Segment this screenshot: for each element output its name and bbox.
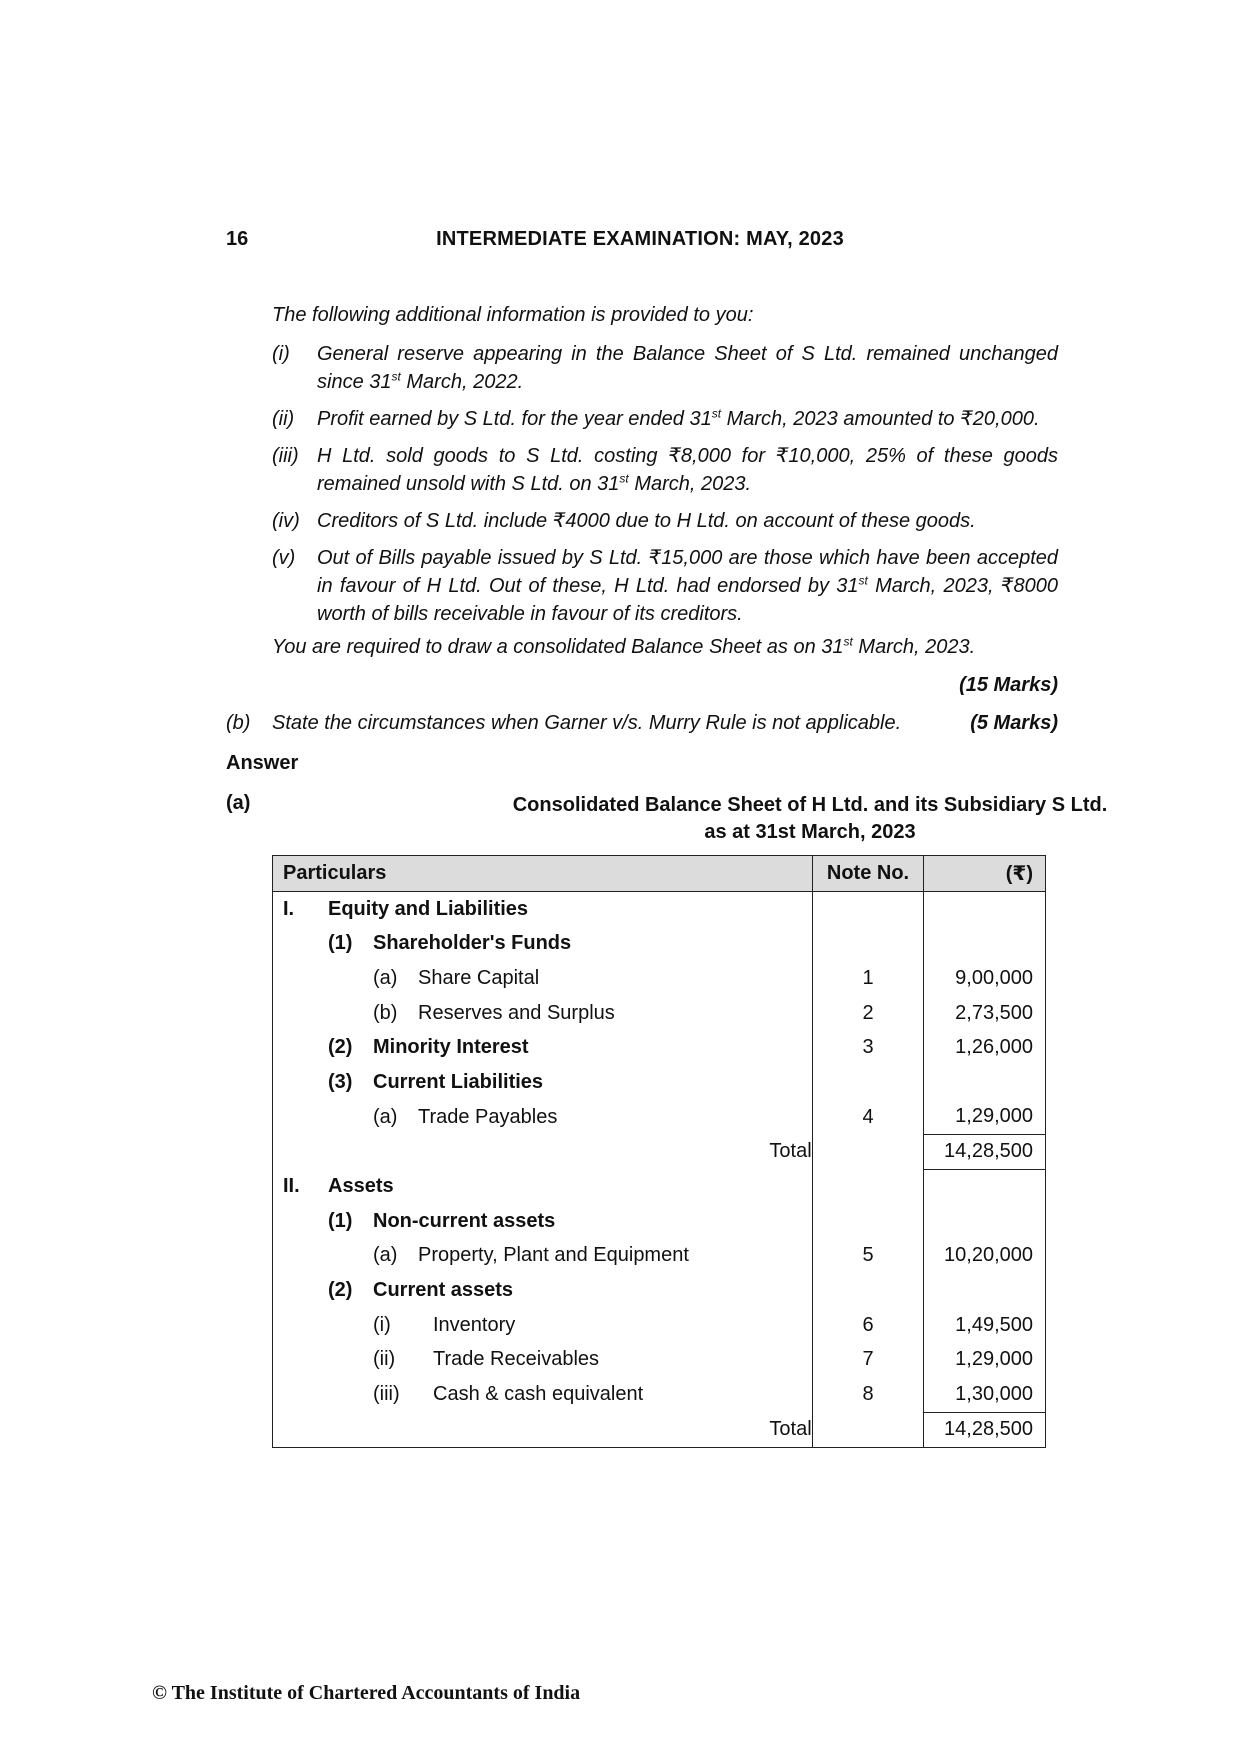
info-list-item xyxy=(272,507,1058,535)
row-amount: 1,29,000 xyxy=(924,1100,1046,1135)
row-label: Minority Interest xyxy=(373,1036,529,1059)
row-num: (a) xyxy=(373,1105,398,1128)
table-row xyxy=(273,891,1046,926)
table-row xyxy=(273,1100,1046,1135)
row-num: (2) xyxy=(328,1036,353,1059)
part-b-question: State the circumstances when Garner v/s. Murry Rule is not applicable. xyxy=(272,712,902,734)
row-num: (1) xyxy=(328,1209,353,1232)
info-item-number: (ii) xyxy=(272,408,295,430)
info-item-number: (iii) xyxy=(272,445,299,467)
info-list-item xyxy=(272,340,1058,396)
info-item-text-part: Out of Bills payable issued by S Ltd. ₹15,000 are those which have been accepted in favour of H Ltd. Out of these, H Ltd. had endorsed by 31 xyxy=(317,547,1058,597)
required-text: You are required to draw a consolidated Balance Sheet as on 31st March, 2023. xyxy=(272,634,976,658)
total-label: Total xyxy=(273,1412,813,1447)
row-amount: 9,00,000 xyxy=(924,961,1046,996)
table-title xyxy=(420,792,1200,846)
info-item-text xyxy=(317,507,1058,535)
column-header-note: Note No. xyxy=(812,856,924,892)
row-label: Inventory xyxy=(433,1313,516,1336)
info-item-text-part: March, 2022. xyxy=(400,371,524,393)
row-num: (a) xyxy=(373,1244,398,1267)
info-item-text-part: Creditors of S Ltd. include ₹4000 due to H Ltd. on account of these goods. xyxy=(317,510,976,532)
row-num: (2) xyxy=(328,1279,353,1302)
table-row xyxy=(273,1343,1046,1378)
info-item-text-part: Profit earned by S Ltd. for the year ended 31 xyxy=(317,408,712,430)
consolidated-balance-sheet xyxy=(272,855,1046,1448)
row-note: 3 xyxy=(812,1030,924,1065)
row-amount: 1,26,000 xyxy=(924,1030,1046,1065)
total-amount: 14,28,500 xyxy=(924,1135,1046,1170)
row-num: I. xyxy=(283,897,295,920)
info-list-item xyxy=(272,544,1058,628)
row-note: 8 xyxy=(812,1377,924,1412)
info-item-text-part: March, 2023, ₹8000 worth of bills receivable in favour of its creditors. xyxy=(317,575,1058,625)
info-item-text-part: March, 2023 amounted to ₹20,000. xyxy=(721,408,1040,430)
table-header-row xyxy=(273,856,1046,892)
page-number: 16 xyxy=(226,228,249,250)
row-label: Equity and Liabilities xyxy=(328,897,529,920)
row-num: (iii) xyxy=(373,1383,400,1406)
table-row xyxy=(273,1308,1046,1343)
info-item-text-part: General reserve appearing in the Balance Sheet of S Ltd. remained unchanged since 31 xyxy=(317,343,1058,393)
row-label: Non-current assets xyxy=(373,1209,556,1232)
row-num: (3) xyxy=(328,1070,353,1093)
row-num: (b) xyxy=(373,1001,398,1024)
table-title-line1: Consolidated Balance Sheet of H Ltd. and its Subsidiary S Ltd. xyxy=(512,794,1108,816)
info-list-item xyxy=(272,405,1058,433)
ordinal-suffix: st xyxy=(391,369,401,384)
table-row xyxy=(273,1239,1046,1274)
info-list-item xyxy=(272,442,1058,498)
row-label: Shareholder's Funds xyxy=(373,932,572,955)
table-row-total xyxy=(273,1412,1046,1447)
info-item-text-part: H Ltd. sold goods to S Ltd. costing ₹8,000 for ₹10,000, 25% of these goods remained unsold with S Ltd. on 31 xyxy=(317,445,1058,495)
total-label: Total xyxy=(273,1135,813,1170)
table-row xyxy=(273,1273,1046,1308)
table-row xyxy=(273,996,1046,1031)
row-label: Trade Receivables xyxy=(433,1348,600,1371)
row-num: II. xyxy=(283,1175,300,1198)
row-num: (ii) xyxy=(373,1348,396,1371)
answer-part-label: (a) xyxy=(226,792,251,814)
row-label: Share Capital xyxy=(418,966,540,989)
ordinal-suffix: st xyxy=(619,471,629,486)
answer-heading: Answer xyxy=(226,752,299,774)
row-amount: 1,49,500 xyxy=(924,1308,1046,1343)
row-num: (a) xyxy=(373,966,398,989)
row-label: Trade Payables xyxy=(418,1105,558,1128)
info-item-text xyxy=(317,340,1058,396)
row-label: Reserves and Surplus xyxy=(418,1001,615,1024)
info-list xyxy=(272,340,1058,637)
table-row-total xyxy=(273,1135,1046,1170)
row-label: Cash & cash equivalent xyxy=(433,1383,644,1406)
table-row xyxy=(273,1169,1046,1204)
footer-copyright: © The Institute of Chartered Accountants of India xyxy=(152,1682,581,1704)
table-row xyxy=(273,1377,1046,1412)
row-note: 6 xyxy=(812,1308,924,1343)
ordinal-suffix: st xyxy=(711,406,722,421)
row-amount: 2,73,500 xyxy=(924,996,1046,1031)
table-row xyxy=(273,1204,1046,1239)
row-label: Assets xyxy=(328,1175,394,1198)
info-item-number: (i) xyxy=(272,343,290,365)
info-item-text xyxy=(317,544,1058,628)
row-note: 2 xyxy=(812,996,924,1031)
row-num: (1) xyxy=(328,932,353,955)
marks-part-a: (15 Marks) xyxy=(959,674,1058,696)
row-amount: 1,29,000 xyxy=(924,1343,1046,1378)
row-num: (i) xyxy=(373,1313,391,1336)
row-label: Current Liabilities xyxy=(373,1070,544,1093)
part-b-label: (b) xyxy=(226,712,251,734)
info-item-number: (v) xyxy=(272,547,296,569)
marks-part-b: (5 Marks) xyxy=(970,712,1058,734)
info-item-number: (iv) xyxy=(272,510,300,532)
row-note: 1 xyxy=(812,961,924,996)
table-title-line2: as at 31st March, 2023 xyxy=(704,821,916,843)
info-item-text xyxy=(317,442,1058,498)
column-header-amount: (₹) xyxy=(924,856,1046,892)
table-row xyxy=(273,961,1046,996)
info-item-text-part: March, 2023. xyxy=(628,473,752,495)
row-note: 5 xyxy=(812,1239,924,1274)
table-row xyxy=(273,926,1046,961)
row-label: Current assets xyxy=(373,1279,514,1302)
row-note: 4 xyxy=(812,1100,924,1135)
column-header-particulars: Particulars xyxy=(273,856,813,892)
row-amount: 10,20,000 xyxy=(924,1239,1046,1274)
table-row xyxy=(273,1030,1046,1065)
row-note: 7 xyxy=(812,1343,924,1378)
row-amount: 1,30,000 xyxy=(924,1377,1046,1412)
table-row xyxy=(273,1065,1046,1100)
running-head: INTERMEDIATE EXAMINATION: MAY, 2023 xyxy=(436,228,844,250)
info-item-text xyxy=(317,405,1058,433)
row-label: Property, Plant and Equipment xyxy=(418,1244,689,1267)
ordinal-suffix: st xyxy=(858,573,868,588)
question-intro: The following additional information is provided to you: xyxy=(272,304,754,326)
total-amount: 14,28,500 xyxy=(924,1412,1046,1447)
